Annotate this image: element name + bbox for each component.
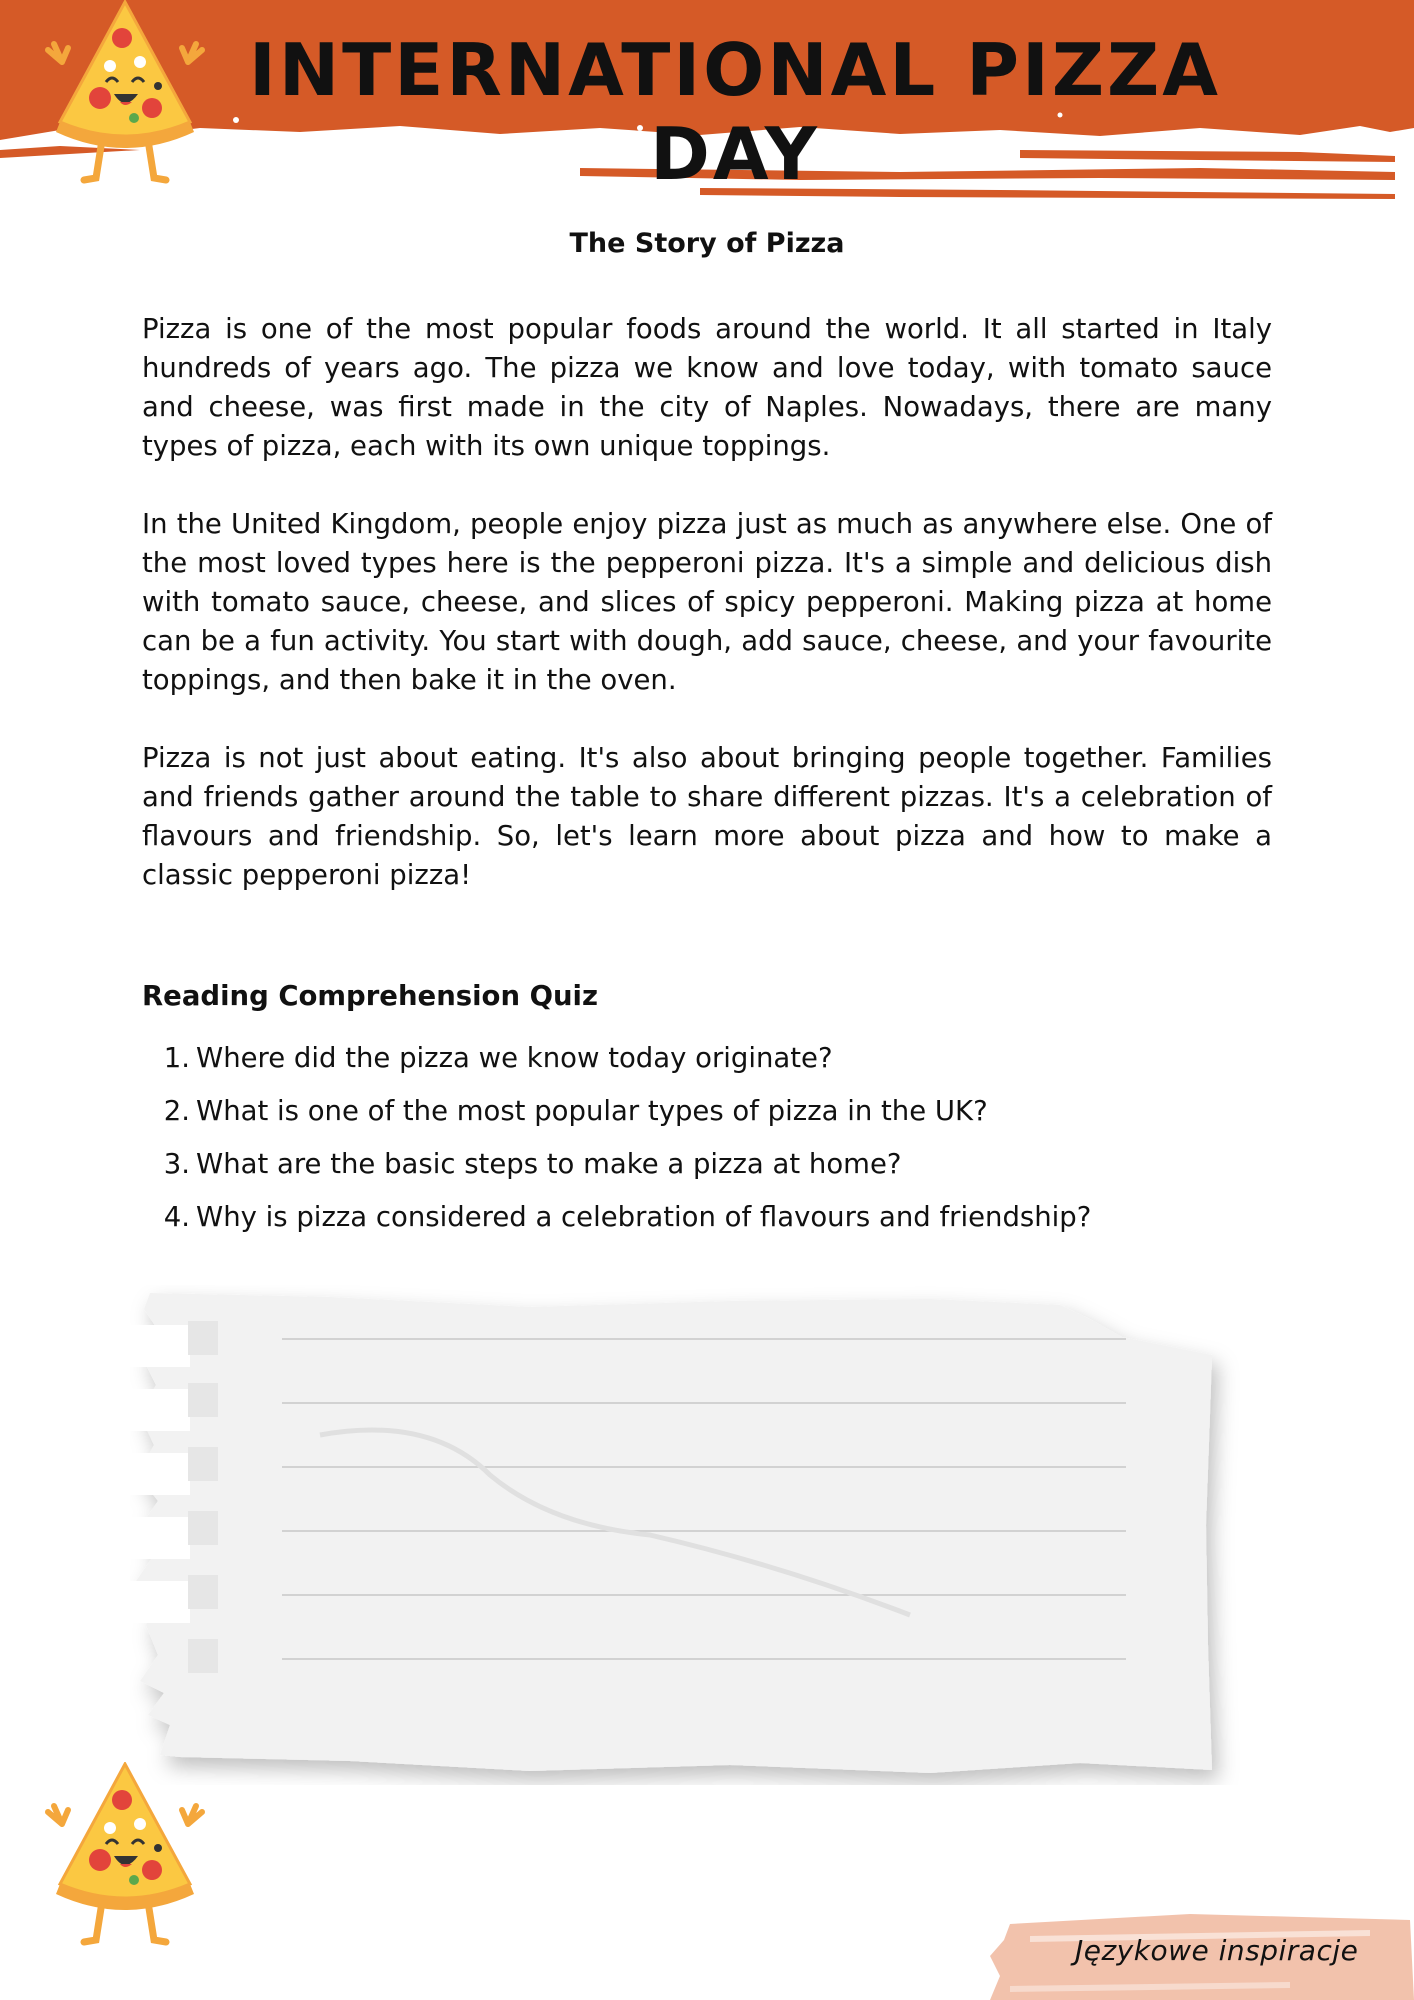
quiz-question xyxy=(160,1138,1091,1191)
quiz-question-text: Why is pizza considered a celebration of flavours and friendship? xyxy=(196,1201,1092,1233)
quiz-question-number: 3. xyxy=(163,1148,190,1180)
notepad-paper-icon xyxy=(130,1285,1250,1785)
quiz-question xyxy=(160,1085,1091,1138)
quiz-title: Reading Comprehension Quiz xyxy=(142,980,598,1012)
story-paragraph: Pizza is one of the most popular foods around the world. It all started in Italy hundreds of years ago. The pizza we know and love today, with tomato sauce and cheese, was first made in the city of Naples. Nowadays, there are many types of pizza, each with its own unique toppings. xyxy=(142,313,1272,462)
page-title: INTERNATIONAL PIZZA DAY xyxy=(249,28,1221,196)
footer-brand: Językowe inspiracje xyxy=(1075,1934,1359,1967)
quiz-question-text: What are the basic steps to make a pizza at home? xyxy=(196,1148,902,1180)
quiz-question xyxy=(160,1191,1091,1244)
quiz-question-number: 2. xyxy=(163,1095,190,1127)
story-paragraph: Pizza is not just about eating. It's also about bringing people together. Families and friends gather around the table to share different pizzas. It's a celebration of flavours and friendship. So, let's learn more about pizza and how to make a classic pepperoni pizza! xyxy=(142,742,1272,891)
story-title: The Story of Pizza xyxy=(569,228,845,259)
quiz-question-text: What is one of the most popular types of pizza in the UK? xyxy=(196,1095,988,1127)
pizza-mascot-icon xyxy=(40,0,210,190)
story-paragraph: In the United Kingdom, people enjoy pizza just as much as anywhere else. One of the most loved types here is the pepperoni pizza. It's a simple and delicious dish with tomato sauce, cheese, and slices of spicy pepperoni. Making pizza at home can be a fun activity. You start with dough, add sauce, cheese, and your favourite toppings, and then bake it in the oven. xyxy=(142,508,1272,696)
quiz-question-text: Where did the pizza we know today originate? xyxy=(196,1042,833,1074)
quiz-question xyxy=(160,1032,1091,1085)
quiz-list xyxy=(160,1032,1091,1244)
quiz-question-number: 4. xyxy=(163,1201,190,1233)
story-body xyxy=(142,310,1272,934)
quiz-question-number: 1. xyxy=(163,1042,190,1074)
pizza-mascot-icon xyxy=(40,1762,210,1952)
